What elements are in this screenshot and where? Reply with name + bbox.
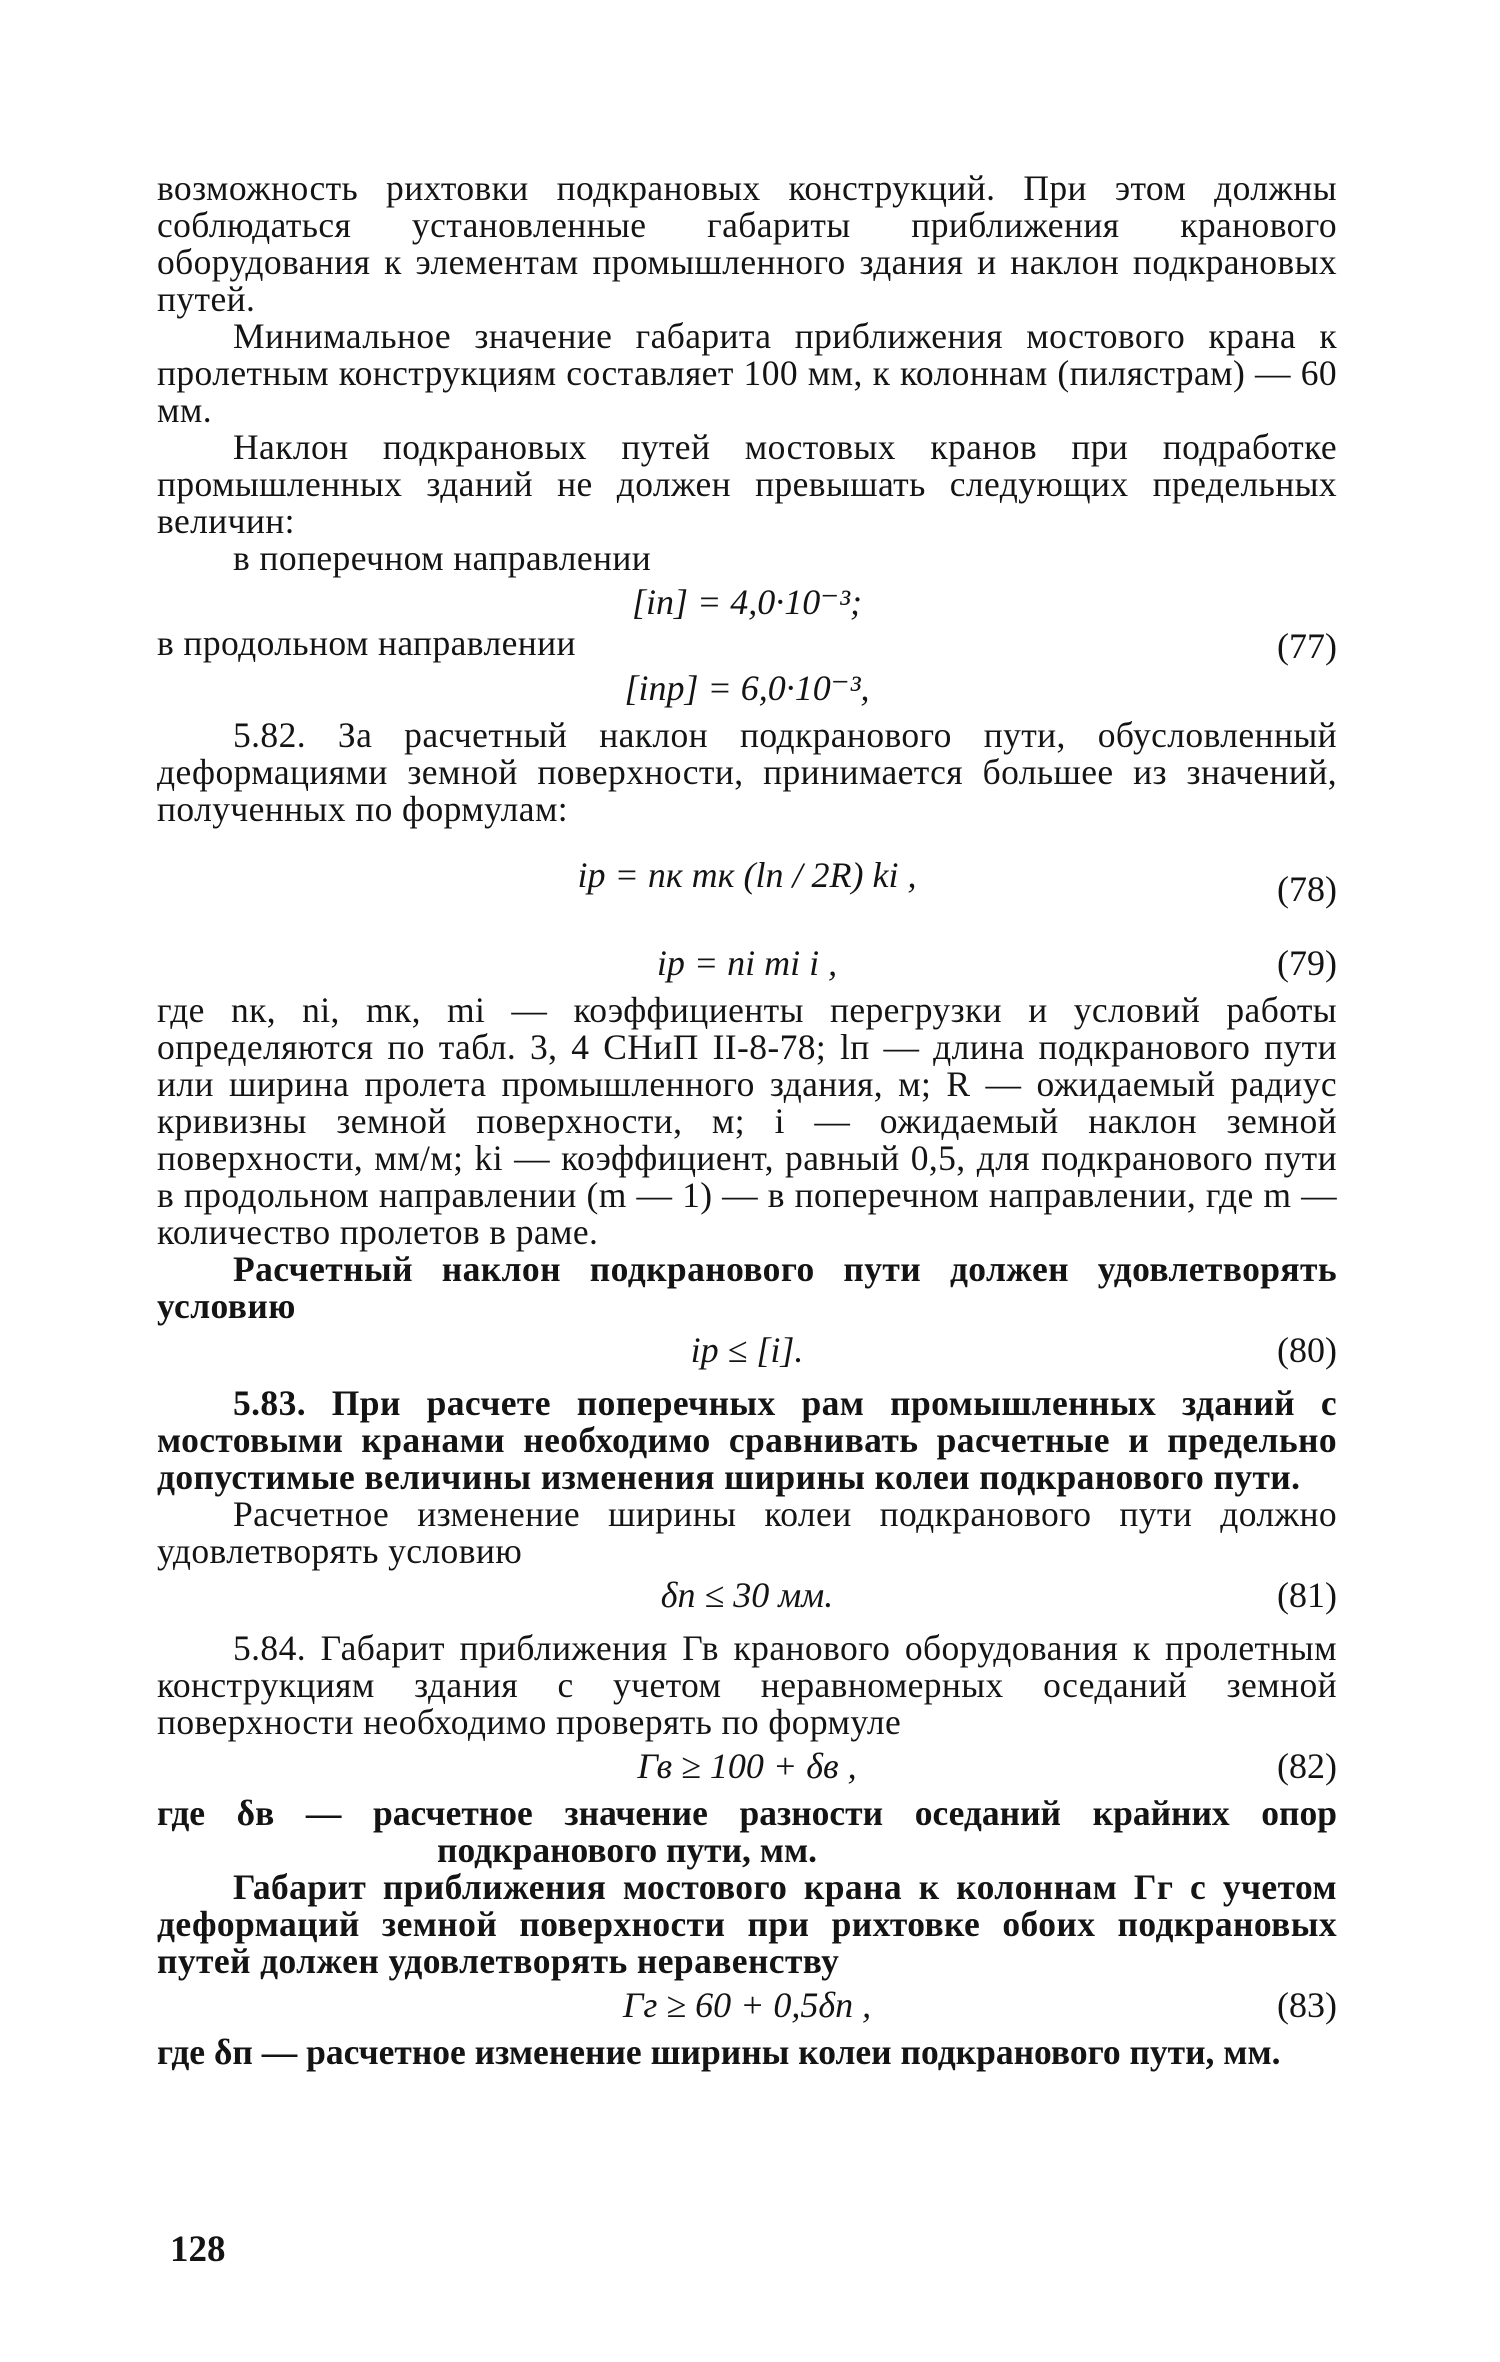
equation-ipr-formula: [iпр] = 6,0·10⁻³, (624, 668, 870, 708)
equation-82-formula: Гв ≥ 100 + δв , (637, 1746, 857, 1786)
equation-number-82: (82) (1277, 1746, 1337, 1786)
label-long-direction: в продольном направлении (157, 623, 576, 663)
paragraph-gabarit-kolonny: Габарит приближения мостового крана к колоннам Гг с учетом деформаций земной поверхности при рихтовке обоих подкрановых путей должен удовлетворять неравенству (157, 1867, 1337, 1981)
equation-number-78: (78) (1277, 869, 1337, 909)
equation-83 (157, 1980, 1337, 2028)
equation-79 (157, 938, 1337, 986)
paragraph-5-82: 5.82. За расчетный наклон подкранового пути, обусловленный деформациями земной поверхности, принимается большее из значений, полученных по формулам: (157, 715, 1337, 829)
label-cross-direction: в поперечном направлении (233, 538, 652, 578)
paragraph-5-84: 5.84. Габарит приближения Гв кранового оборудования к пролетным конструкциям здания с учетом неравномерных оседаний земной поверхности необходимо проверять по формуле (157, 1628, 1337, 1742)
paragraph-shirina-kolei: Расчетное изменение ширины колеи подкранового пути должно удовлетворять условию (157, 1494, 1337, 1571)
equation-ipr (157, 663, 1337, 711)
equation-ip (157, 577, 1337, 625)
page-number: 128 (170, 2229, 226, 2270)
equation-78-formula: iр = nк mк (lп / 2R) ki , (577, 855, 917, 895)
equation-number-77: (77) (1277, 626, 1337, 666)
equation-83-formula: Гг ≥ 60 + 0,5δп , (622, 1985, 872, 2025)
equation-80-formula: iр ≤ [i]. (690, 1330, 804, 1370)
equation-80 (157, 1325, 1337, 1373)
equation-77-row (157, 623, 1337, 666)
equation-78 (157, 828, 1337, 938)
equation-81 (157, 1570, 1337, 1618)
paragraph-min-gabarit: Минимальное значение габарита приближения мостового крана к пролетным конструкциям составляет 100 мм, к колоннам (пилястрам) — 60 мм. (157, 316, 1337, 430)
text-column (157, 170, 1337, 2071)
paragraph-coefficients: где nк, ni, mк, mi — коэффициенты перегрузки и условий работы определяются по табл. 3, 4 СНиП II-8-78; lп — длина подкранового пути или ширина пролета промышленного здания, м; R — ожидаемый радиус кривизны земной поверхности, м; i — ожидаемый наклон земной поверхности, мм/м; ki — коэффициент, равный 0,5, для подкранового пути в продольном направлении (m — 1) — в поперечном направлении, где m — количество пролетов в раме. (157, 990, 1337, 1252)
equation-81-formula: δп ≤ 30 мм. (660, 1575, 834, 1615)
paragraph-naklon: Наклон подкрановых путей мостовых кранов при подработке промышленных зданий не должен превышать следующих предельных величин: (157, 427, 1337, 541)
equation-number-80: (80) (1277, 1330, 1337, 1370)
equation-number-79: (79) (1277, 943, 1337, 983)
equation-ip-formula: [iп] = 4,0·10⁻³; (631, 582, 863, 622)
equation-82 (157, 1741, 1337, 1789)
definition-delta-v: где δв — расчетное значение разности оседаний крайних опор подкранового пути, мм. (157, 1793, 1337, 1870)
equation-number-81: (81) (1277, 1575, 1337, 1615)
definition-delta-p: где δп — расчетное изменение ширины колеи подкранового пути, мм. (157, 2032, 1281, 2072)
paragraph-rihtovka: возможность рихтовки подкрановых конструкций. При этом должны соблюдаться установленные габариты приближения кранового оборудования к элементам промышленного здания и наклон подкрановых путей. (157, 168, 1337, 319)
paragraph-raschetny-naklon: Расчетный наклон подкранового пути должен удовлетворять условию (157, 1249, 1337, 1326)
paragraph-5-83: 5.83. При расчете поперечных рам промышленных зданий с мостовыми кранами необходимо сравнивать расчетные и предельно допустимые величины изменения ширины колеи подкранового пути. (157, 1383, 1337, 1497)
equation-number-83: (83) (1277, 1985, 1337, 2025)
equation-79-formula: iр = ni mi i , (656, 943, 838, 983)
